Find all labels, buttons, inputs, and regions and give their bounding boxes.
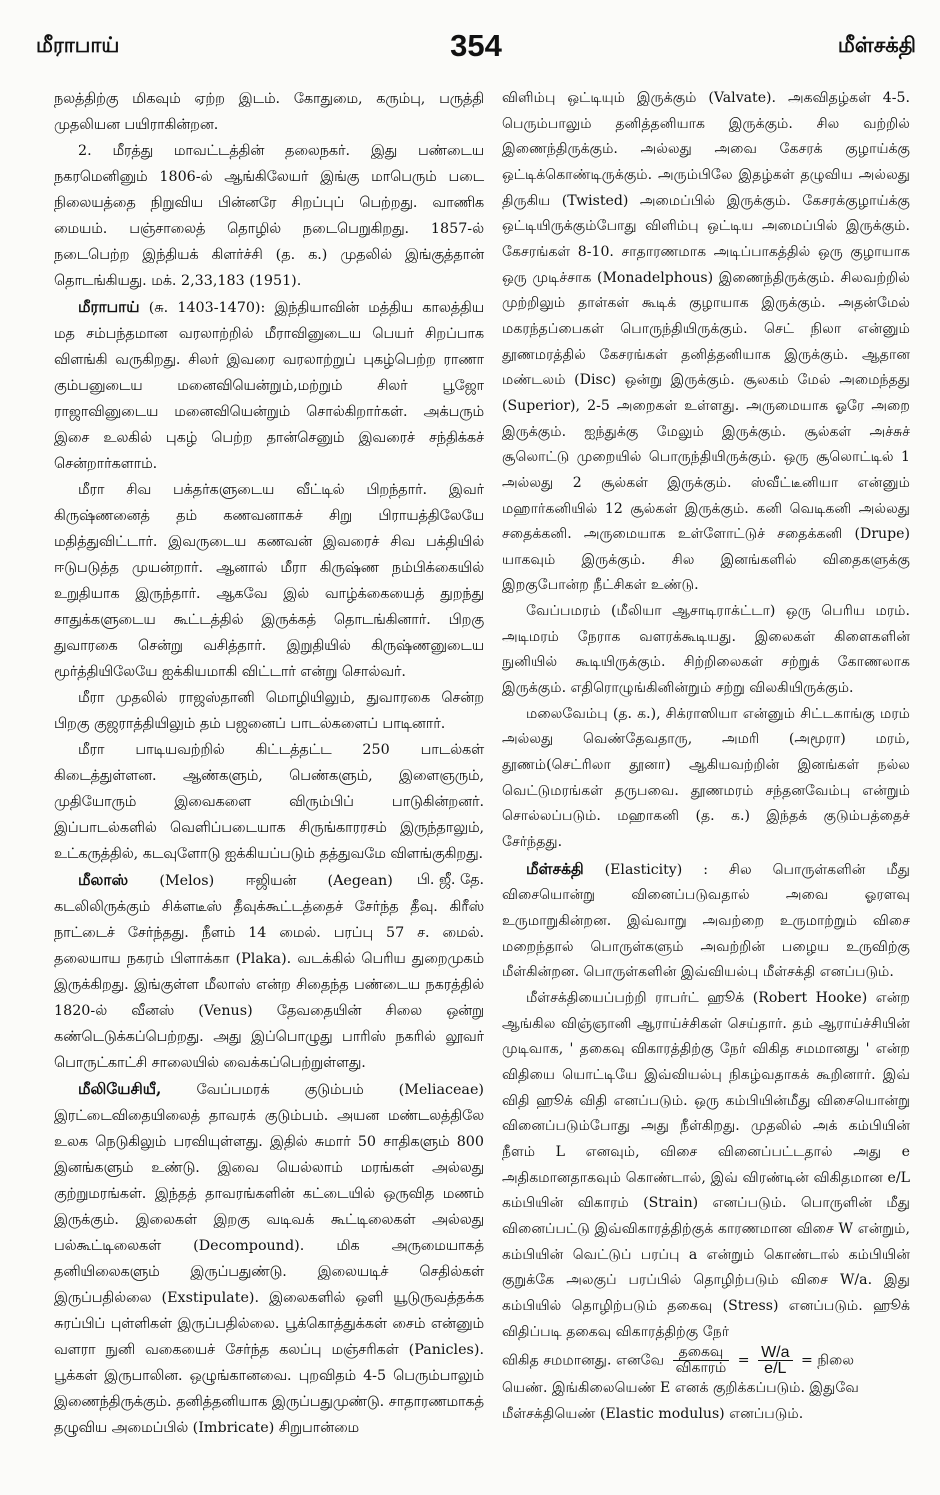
paragraph-text: மீள்சக்தியைப்பற்றி ராபர்ட் ஹூக் (Robert Hooke) என்ற ஆங்கில விஞ்ஞானி ஆராய்ச்சிகள் செய்தார். தம் ஆராய்ச்சியின் முடிவாக, ' தகைவு விகாரத்திற்கு நேர் விகித சமமானது ' என்ற விதியை யொட்டியே இவ்வியல்பு நிகழ்வதாகக் கூறினார். இவ் விதி ஹூக் விதி எனப்படும். ஒரு கம்பியின்மீது விசையொன்று வினைப்படும்போது அது நீள்கிறது. முதலில் அக் கம்பியின் நீளம் L எனவும், விசை வினைப்பட்டதால் அது e அதிகமானதாகவும் கொண்டால், இவ் விரண்டின் விகிதமான e/L கம்பியின் விகாரம் (Strain) எனப்படும். பொருளின் மீது வினைப்பட்டு இவ்விகாரத்திற்குக் காரணமான விசை W என்றும், கம்பியின் வெட்டுப் பரப்பு a என்றும் கொண்டால் கம்பியின் குறுக்கே அலகுப் பரப்பில் தொழிற்படும் விசை W/a. இது கம்பியில் தொழிற்படும் தகைவு (Stress) எனப்படும். ஹூக் விதிப்படி தகைவு விகாரத்திற்கு நேர்: [502, 989, 910, 1340]
paragraph-text: மீரா முதலில் ராஜஸ்தானி மொழியிலும், துவாரகை சென்ற பிறகு குஜராத்தியிலும் தம் பஜனைப் பாடல்களைப் பாடினார்.: [54, 690, 484, 732]
paragraph: [54, 685, 484, 737]
header-left-keyword: மீராபாய்: [36, 32, 120, 57]
formula-prefix: விகித சமமானது. எனவே: [502, 1352, 665, 1369]
continued-paragraph: [502, 86, 910, 599]
continued-paragraph: [54, 86, 484, 138]
paragraph-text: வேப்பமரம் (மீலியா ஆசாடிராக்ட்டா) ஒரு பெரிய மரம். அடிமரம் நேராக வளரக்கூடியது. இலைகள் கிளைகளின் நுனியில் கூடியிருக்கும். சிற்றிலைகள் சற்றுக் கோணலாக இருக்கும். எதிரொழுங்கினின்றும் சற்று விலகியிருக்கும்.: [502, 603, 910, 697]
paragraph: [54, 138, 484, 294]
paragraph-text: நலத்திற்கு மிகவும் ஏற்ற இடம். கோதுமை, கரும்பு, பருத்தி முதலியன பயிராகின்றன.: [54, 91, 484, 133]
page-header: [36, 28, 916, 68]
header-right-keyword: மீள்சக்தி: [837, 32, 916, 57]
encyclopedia-entry: [54, 867, 484, 1076]
paragraph-text: மலைவேம்பு (த. க.), சிக்ராஸியா என்னும் சிட்டகாங்கு மரம் அல்லது வெண்தேவதாரு, அமரி (அமூரா) மரம், தூணம்(செட்ரிலா தூனா) ஆகியவற்றின் இனங்கள் நல்ல வெட்டுமரங்கள் தருபவை. தூணமரம் சந்தனவேம்பு என்றும் சொல்லப்படும். மஹாகனி (த. க.) இந்தக் குடும்பத்தைச் சேர்ந்தது.: [502, 705, 911, 851]
left-column: [54, 86, 484, 1441]
encyclopedia-entry: [54, 1076, 484, 1441]
closing-line: மீள்சக்தியெண் (Elastic modulus) எனப்படும்.: [502, 1405, 804, 1422]
paragraph-text: மீரா சிவ பக்தர்களுடைய வீட்டில் பிறந்தார். இவர் கிருஷ்ணனைத் தம் கணவனாகச் சிறு பிராயத்திலேயே மதித்துவிட்டார். இவருடைய கணவன் இவரைச் சிவ பக்தியில் ஈடுபடுத்த முயன்றார். ஆனால் மீரா கிருஷ்ண நம்பிக்கையில் உறுதியாக இருந்தார். ஆகவே இல் வாழ்க்கையைத் துறந்து சாதுக்களுடைய கூட்டத்தில் இருக்கத் தொடங்கினார். பிறகு துவாரகை சென்று வசித்தார். இறுதியில் கிருஷ்ணனுடைய மூர்த்தியிலேயே ஐக்கியமாகி விட்டார் என்று சொல்வர்.: [54, 482, 484, 680]
paragraph: [502, 599, 910, 702]
right-column-body: [502, 86, 910, 1345]
fraction-denominator: e/L: [764, 1360, 787, 1378]
entry-headword: மீலியேசியீ,: [78, 1079, 162, 1098]
equals-sign: =: [801, 1352, 813, 1369]
entry-headword: மீள்சக்தி: [526, 858, 584, 878]
paragraph-text: வேப்பமரக் குடும்பம் (Meliaceae) இரட்டைவிதையிலைத் தாவரக் குடும்பம். அயன மண்டலத்திலே உலக நெடுகிலும் பரவியுள்ளது. இதில் சுமார் 50 சாதிகளும் 800 இனங்களும் உண்டு. இவை யெல்லாம் மரங்கள் அல்லது குற்றுமரங்கள். இந்தத் தாவரங்களின் கட்டையில் ஒருவித மணம் இருக்கும். இலைகள் இறகு வடிவக் கூட்டிலைகள் அல்லது பல்கூட்டிலைகள் (Decompound). மிக அருமையாகத் தனியிலைகளும் இருப்பதுண்டு. இலையடிச் செதில்கள் இருப்பதில்லை (Exstipulate). இலைகளில் ஒளி யூடுருவத்தக்க சுரப்பிப் புள்ளிகள் இருப்பதில்லை. பூக்கொத்துக்கள் சைம் என்னும் வளரா நுனி வகையைச் சேர்ந்த கலப்பு மஞ்சரிகள் (Panicles). பூக்கள் இருபாலின. ஒழுங்கானவை. புறவிதம் 4-5 பெரும்பாலும் இணைந்திருக்கும். தனித்தனியாக இருப்பதுமுண்டு. சாதாரணமாகத் தழுவிய அமைப்பில் (Imbricate) சிறுபான்மை: [54, 1082, 484, 1436]
entry-headword: மீலாஸ்: [78, 870, 129, 889]
page-number: 354: [450, 28, 502, 63]
encyclopedia-entry: [502, 856, 910, 986]
paragraph-text: விளிம்பு ஒட்டியும் இருக்கும் (Valvate). அகவிதழ்கள் 4-5. பெரும்பாலும் தனித்தனியாக இருக்கும். சில வற்றில் இணைந்திருக்கும். அல்லது அவை கேசரக் குழாய்க்கு ஒட்டிக்கொண்டிருக்கும். அரும்பிலே இதழ்கள் தழுவிய அல்லது திருகிய (Twisted) அமைப்பில் இருக்கும். கேசரக்குழாய்க்கு ஒட்டியிருக்கும்போது விளிம்பு ஒட்டிய அமைப்பில் இருக்கும். கேசரங்கள் 8-10. சாதாரணமாக அடிப்பாகத்தில் ஒரு குழாயாக ஒரு முடிச்சாக (Monadelphous) இணைந்திருக்கும். சிலவற்றில் முற்றிலும் தாள்கள் கூடிக் குழாயாக இருக்கும். அதன்மேல் மகரந்தப்பைகள் பொருந்தியிருக்கும். செட் நிலா என்னும் தூணமரத்தில் கேசரங்கள் தனித்தனியாக இருக்கும். ஆதான மண்டலம் (Disc) ஒன்று இருக்கும். சூலகம் மேல் அமைந்தது (Superior), 2-5 அறைகள் உள்ளது. அருமையாக ஓரே அறை இருக்கும். ஐந்துக்கு மேலும் இருக்கும். சூல்கள் அச்சுச் சூலொட்டு முறையில் பொருந்தியிருக்கும். ஒரு சூலொட்டில் 1 அல்லது 2 சூல்கள் இருக்கும். ஸ்வீட்டீனியா என்னும் மஹார்கனியில் 12 சூல்கள் இருக்கும். கனி வெடிகனி அல்லது சதைக்கனி. அருமையாக உள்ளோட்டுச் சதைக்கனி (Drupe) யாகவும் இருக்கும். சில இனங்களில் விதைகளுக்கு இறகுபோன்ற நீட்சிகள் உண்டு.: [502, 90, 910, 594]
paragraph: [54, 477, 484, 685]
paragraph-text: (Melos) ஈஜியன் (Aegean) கடலிலிருக்கும் சிக்ளடீஸ் தீவுக்கூட்டத்தைச் சேர்ந்த தீவு. கிரீஸ் நாட்டைச் சேர்ந்தது. நீளம் 14 மைல். பரப்பு 57 ச. மைல். தலையாய நகரம் பிளாக்கா (Plaka). வடக்கில் பெரிய துறைமுகம் இருக்கிறது. இங்குள்ள மீலாஸ் என்ற சிதைந்த பண்டைய நகரத்தில் 1820-ல் வீனஸ் (Venus) தேவதையின் சிலை ஒன்று கண்டெடுக்கப்பெற்றது. அது இப்பொழுது பாரிஸ் நகரில் லூவர் பொருட்காட்சி சாலையில் வைக்கப்பெற்றுள்ளது.: [54, 873, 484, 1071]
equals-sign: =: [737, 1352, 750, 1369]
formula-line: [502, 1345, 910, 1376]
entry-headword: மீராபாய்: [78, 297, 140, 316]
closing-line: யெண். இங்கிலையெண் E எனக் குறிக்கப்படும். இதுவே: [502, 1380, 859, 1397]
paragraph-text: மீரா பாடியவற்றில் கிட்டத்தட்ட 250 பாடல்கள் கிடைத்துள்ளன. ஆண்களும், பெண்களும், இளைஞரும், முதியோரும் இவைகளை விரும்பிப் பாடுகின்றனர். இப்பாடல்களில் வெளிப்படையாக சிருங்காரரசம் இருந்தாலும், உட்கருத்தில், கடவுளோடு ஐக்கியப்படும் தத்துவமே விளங்குகிறது.: [54, 742, 484, 862]
paragraph: [502, 702, 910, 856]
paragraph-text: (சு. 1403-1470): இந்தியாவின் மத்திய காலத்திய மத சம்பந்தமான வரலாற்றில் மீராவினுடைய பெயர் சிறப்பாக விளங்கி வருகிறது. சிலர் இவரை வரலாற்றுப் புகழ்பெற்ற ராணா கும்பனுடைய மனைவியென்றும்,மற்றும் சிலர் பூஜோ ராஜாவினுடைய மனைவியென்றும் சொல்கிறார்கள். அக்பரும் இசை உலகில் புகழ் பெற்ற தான்செனும் இவரைச் சந்திக்கச் சென்றார்களாம்.: [54, 300, 484, 472]
right-column: [502, 86, 910, 1427]
w-a-over-e-l-fraction: [758, 1345, 792, 1376]
stress-strain-fraction: [673, 1345, 730, 1376]
encyclopedia-entry: [54, 294, 484, 477]
paragraph-text: (Elasticity) : சில பொருள்களின் மீது விசையொன்று வினைப்படுவதால் அவை ஓரளவு உருமாறுகின்றன. இவ்வாறு அவற்றை உருமாற்றும் விசை மறைந்தால் பொருள்களும் அவற்றின் பழைய உருவிற்கு மீள்கின்றன. பொருள்களின் இவ்வியல்பு மீள்சக்தி எனப்படும்.: [502, 861, 910, 981]
fraction-numerator: தகைவு: [673, 1345, 730, 1361]
author-initials: பி. ஜீ. தே.: [416, 872, 484, 888]
paragraph-text: 2. மீரத்து மாவட்டத்தின் தலைநகர். இது பண்டைய நகரமெனினும் 1806-ல் ஆங்கிலேயர் இங்கு மாபெரும் படை நிலையத்தை நிறுவிய பின்னரே சிறப்புப் பெற்றது. வாணிக மையம். பஞ்சாலைத் தொழில் நடைபெறுகிறது. 1857-ல் நடைபெற்ற இந்தியக் கிளர்ச்சி (த. க.) முதலில் இங்குத்தான் தொடங்கியது. மக். 2,33,183 (1951).: [54, 143, 484, 289]
fraction-denominator: விகாரம்: [675, 1360, 727, 1377]
fraction-numerator: W/a: [758, 1345, 792, 1361]
formula-suffix: நிலை: [817, 1352, 855, 1369]
paragraph: [502, 986, 910, 1345]
